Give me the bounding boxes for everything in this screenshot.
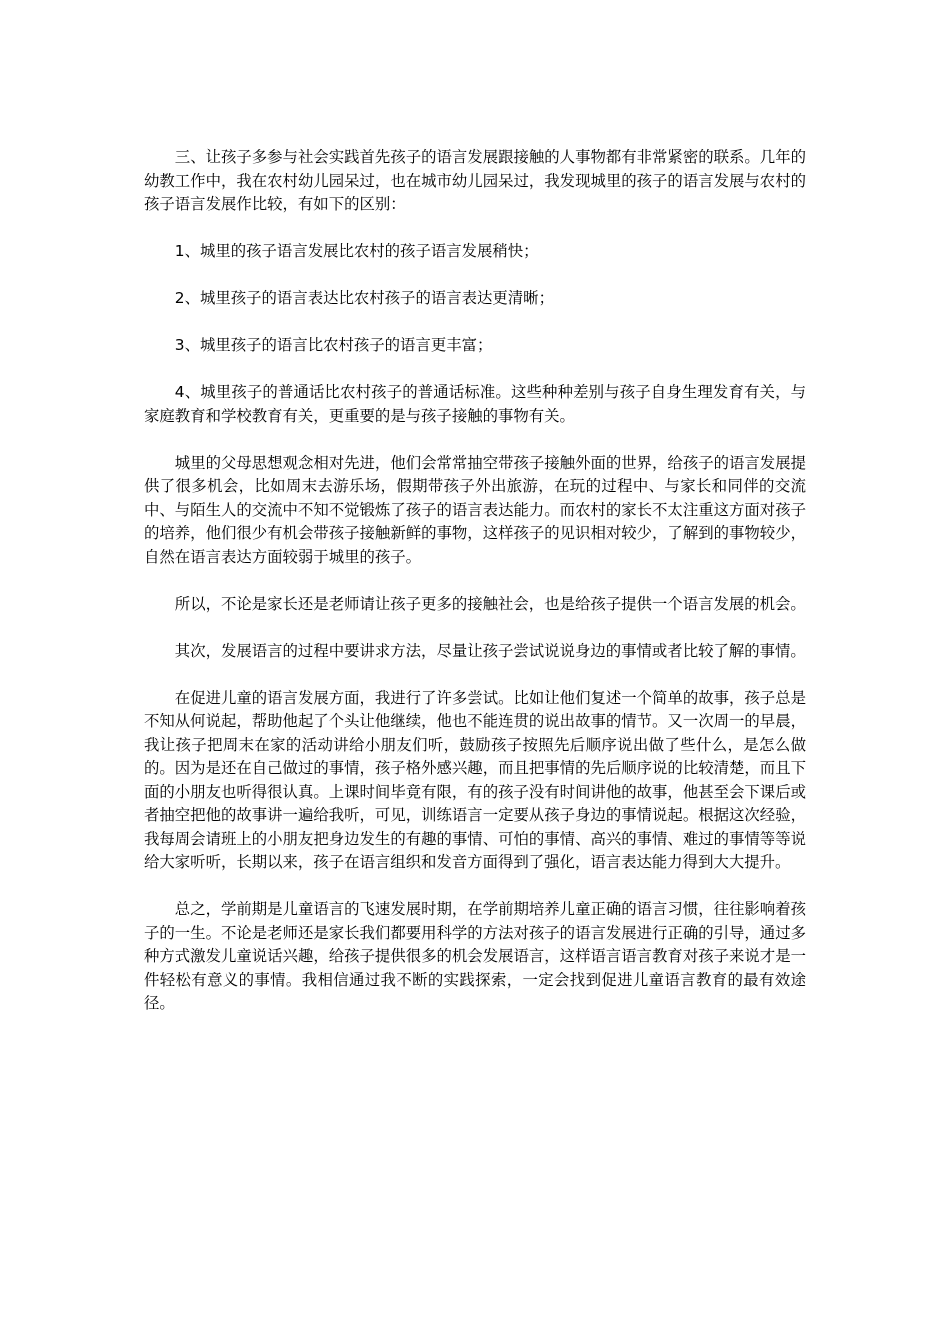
paragraph-city-parents: 城里的父母思想观念相对先进，他们会常常抽空带孩子接触外面的世界，给孩子的语言发展提供了很多机会，比如周末去游乐场，假期带孩子外出旅游，在玩的过程中、与家长和同伴的交流中、与陌生人的交流中不知不觉锻炼了孩子的语言表达能力。而农村的家长不太注重这方面对孩子的培养，他们很少有机会带孩子接触新鲜的事物，这样孩子的见识相对较少，了解到的事物较少，自然在语言表达方面较弱于城里的孩子。 (144, 453, 806, 566)
paragraph-practice: 在促进儿童的语言发展方面，我进行了许多尝试。比如让他们复述一个简单的故事，孩子总是不知从何说起，帮助他起了个头让他继续，他也不能连贯的说出故事的情节。又一次周一的早晨，我让孩子把周末在家的活动讲给小朋友们听，鼓励孩子按照先后顺序说出做了些什么，是怎么做的。因为是还在自己做过的事情，孩子格外感兴趣，而且把事情的先后顺序说的比较清楚，而且下面的小朋友也听得很认真。上课时间毕竟有限，有的孩子没有时间讲他的故事，他甚至会下课后或者抽空把他的故事讲一遍给我听，可见，训练语言一定要从孩子身边的事情说起。根据这次经验，我每周会请班上的小朋友把身边发生的有趣的事情、可怕的事情、高兴的事情、难过的事情等等说给大家听听，长期以来，孩子在语言组织和发音方面得到了强化，语言表达能力得到大大提升。 (144, 688, 806, 871)
list-item-4: 4、城里孩子的普通话比农村孩子的普通话标准。这些种种差别与孩子自身生理发育有关，与家庭教育和学校教育有关，更重要的是与孩子接触的事物有关。 (144, 383, 806, 425)
paragraph-intro: 三、让孩子多参与社会实践首先孩子的语言发展跟接触的人事物都有非常紧密的联系。几年的幼教工作中，我在农村幼儿园呆过，也在城市幼儿园呆过，我发现城里的孩子的语言发展与农村的孩子语言发展作比较，有如下的区别： (144, 148, 806, 213)
document-body (144, 146, 806, 1039)
list-item-1: 1、城里的孩子语言发展比农村的孩子语言发展稍快； (174, 242, 539, 260)
list-item-3: 3、城里孩子的语言比农村孩子的语言更丰富； (174, 336, 493, 354)
paragraph-method: 其次，发展语言的过程中要讲求方法，尽量让孩子尝试说说身边的事情或者比较了解的事情。 (174, 641, 806, 660)
paragraph-conclusion-society: 所以，不论是家长还是老师请让孩子更多的接触社会，也是给孩子提供一个语言发展的机会。 (174, 594, 806, 613)
paragraph-summary: 总之，学前期是儿童语言的飞速发展时期，在学前期培养儿童正确的语言习惯，往往影响着孩子的一生。不论是老师还是家长我们都要用科学的方法对孩子的语言发展进行正确的引导，通过多种方式激发儿童说话兴趣，给孩子提供很多的机会发展语言，这样语言语言教育对孩子来说才是一件轻松有意义的事情。我相信通过我不断的实践探索，一定会找到促进儿童语言教育的最有效途径。 (144, 900, 806, 1012)
list-item-2: 2、城里孩子的语言表达比农村孩子的语言表达更清晰； (174, 289, 554, 307)
